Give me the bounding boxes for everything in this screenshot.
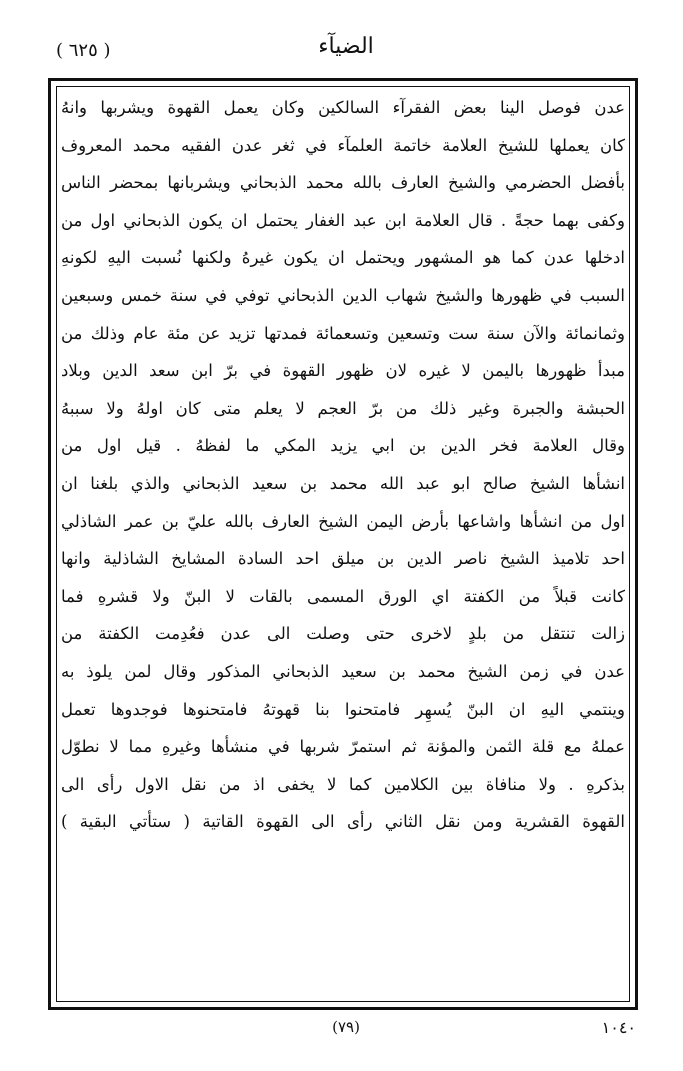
volume-page-number: ١٠٤٠: [601, 1018, 636, 1037]
article-body: [61, 89, 625, 841]
text-line: انشأها الشيخ صالح ابو عبد الله محمد بن سعيد الذبحاني والذي بلغنا ان: [61, 473, 625, 493]
text-line: ادخلها عدن كما هو المشهور ويحتمل ان يكون غيرهُ ولكنها نُسبت اليهِ لكونهِ: [61, 248, 625, 268]
running-title: الضيآء: [318, 34, 374, 59]
text-line: اول من انشأها واشاعها بأرض اليمن الشيخ العارف بالله عليّ بن عمر الشاذلي: [61, 511, 625, 531]
text-line: عملهُ مع قلة الثمن والمؤنة ثم استمرّ شربها في منشأها وغيرهِ مما لا نطوّل: [61, 737, 625, 757]
text-line: السبب في ظهورها والشيخ شهاب الدين الذبحاني توفي في سنة خمس وسبعين: [61, 285, 625, 305]
text-line: الحبشة والجبرة وغير ذلك من برّ العجم لا يعلم متى كان اولهُ ولا سببهُ: [61, 398, 625, 418]
text-line: زالت تنتقل من بلدٍ لاخرى حتى وصلت الى عدن فعُدِمت الكفتة من: [61, 624, 625, 644]
text-line: وقال العلامة فخر الدين بن ابي يزيد المكي ما لفظهُ . قيل اول من: [61, 436, 625, 456]
page-header: [56, 30, 636, 70]
text-line: عدن فوصل الينا بعض الفقرآء السالكين وكان يعمل القهوة ويشربها وانهُ: [61, 98, 625, 117]
text-line: وثمانمائة والآن سنة ست وتسعين وتسعمائة فمدتها تزيد عن مئة عام وذلك من: [61, 323, 625, 343]
text-line: عدن في زمن الشيخ محمد بن سعيد الذبحاني المذكور وقال لمن يلوذ به: [61, 661, 625, 681]
text-line: كان يعملها للشيخ العلامة خاتمة العلمآء في ثغر عدن الفقيه محمد المعروف: [61, 135, 625, 155]
text-line: القهوة القشرية ومن نقل الثاني رأى الى القهوة القاتية ( ستأتي البقية ): [61, 812, 625, 832]
text-line: كانت قبلاً من الكفتة اي الورق المسمى بالقات لا البنّ ولا قشرهِ فما: [61, 586, 625, 606]
text-frame: [48, 78, 638, 1010]
page-number: ( ٦٢٥ ): [56, 40, 111, 61]
page-footer: [56, 1014, 636, 1054]
text-line: وينتمي اليهِ ان البنّ يُسهِر فامتحنوا بنا قهوتهُ فامتحنوها فوجدوها تعمل: [61, 699, 625, 719]
text-line: مبدأ ظهورها باليمن لا غيره لان ظهور القهوة في برّ ابن سعد الدين وبلاد: [61, 361, 625, 381]
text-line: بذكرهِ . ولا منافاة بين الكلامين كما لا يخفى اذ من نقل الاول رأى الى: [61, 774, 625, 794]
text-line: بأفضل الحضرمي والشيخ العارف بالله محمد الذبحاني ويشربانها بمحضر الناس: [61, 173, 625, 193]
text-line: احد تلاميذ الشيخ ناصر الدين بن ميلق احد السادة المشايخ الشاذلية وانها: [61, 549, 625, 569]
issue-number: (٧٩): [332, 1018, 360, 1036]
text-line: وكفى بهما حجةً . قال العلامة ابن عبد الغفار يحتمل ان يكون الذبحاني اول من: [61, 210, 625, 230]
